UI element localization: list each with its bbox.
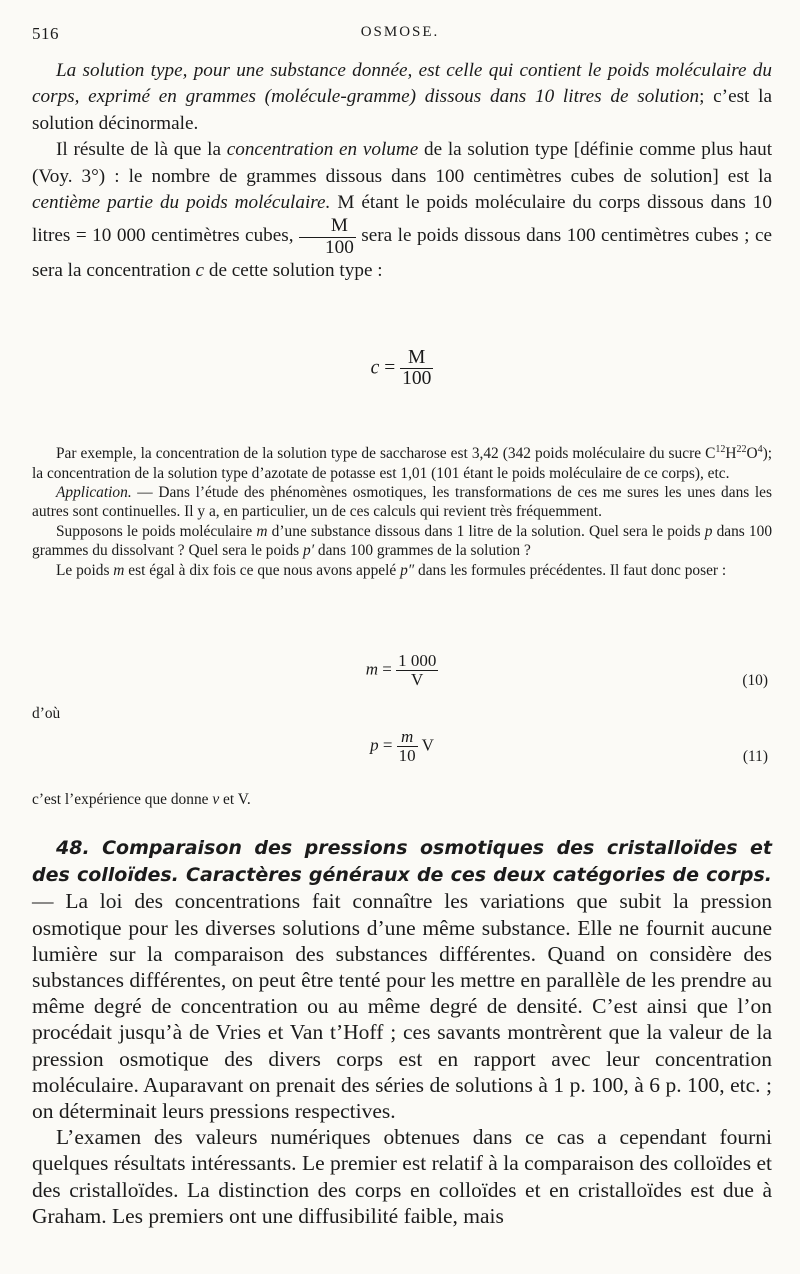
section-48 <box>32 834 772 1229</box>
equation-number-11: (11) <box>742 748 768 765</box>
example-paragraph: Par exemple, la concentration de la solution type de saccharose est 3,42 (342 poids moléculaire du sucre $C^{12}H^{22}O^4$); la concentration de la solution type d’azotate de potasse est 1,01 (101 étant le poids moléculaire de ce corps), etc. <box>32 444 772 482</box>
intro-section <box>32 58 772 284</box>
concentration-paragraph: Il résulte de là que la concentration en volume de la solution type [définie comme plus haut (Voy. 3°) : le nombre de grammes dissous dans 100 centimètres cubes de solution] est la centième partie du poids moléculaire. M étant le poids moléculaire du corps dissous dans 10 litres = 10 000 centimètres cubes, $\frac{M}{100}$ sera le poids dissous dans 100 centimètres cubes ; ce sera la concentration c de cette solution type : <box>32 139 773 281</box>
application-label: Application. <box>56 483 132 501</box>
page-number: 516 <box>32 24 59 43</box>
running-title: OSMOSE. <box>360 24 440 40</box>
inline-fraction-m-100: $\frac{M}{100}$ <box>299 216 356 257</box>
application-paragraph: Application. — Dans l’étude des phénomènes osmotiques, les transformations de ces me sures les unes dans les autres sont continuelles. Il y a, en particulier, un de ces calculs qui revient très fréquemment. <box>32 483 772 521</box>
section-48-paragraph: 48. Comparaison des pressions osmotiques des cristalloïdes et des colloïdes. Caractères généraux de ces deux catégories de corps. — La loi des concentrations fait connaître les variations que subit la pression osmotique pour les diverses solutions d’une même substance. Elle ne fournit aucune lumière sur la comparaison des substances différentes. Quand on considère des substances différentes, on peut être tenté pour les mettre en parallèle de les prendre au même degré de concentration ou au même degré de densité. C’est ainsi que l’on procédait jusqu’à de Vries et Van t’Hoff ; ces savants montrèrent que la valeur de la pression osmotique des divers corps est en rapport avec leur concentration moléculaire. Auparavant on prenait des séries de solutions à 1 p. 100, à 6 p. 100, etc. ; on déterminait leurs pressions respectives. <box>32 837 772 1124</box>
equation-10: m = $\frac{1 000}{V}$ (10) <box>365 651 768 689</box>
poids-paragraph: Le poids m est égal à dix fois ce que nous avons appelé p″ dans les formules précédentes. Il faut donc poser : <box>56 561 727 579</box>
fraction-m-100: $\frac{M}{100}$ <box>402 347 432 390</box>
page-header <box>32 24 768 48</box>
fraction-1000-v: $\frac{1 000}{V}$ <box>398 651 437 689</box>
definition-italic: La solution type, pour une substance donnée, est celle qui contient le poids moléculaire du corps, exprimé en grammes (molécule-gramme) dissous dans 10 litres de solution <box>32 60 772 108</box>
dou-text: d’où <box>32 705 61 722</box>
equation-number-10: (10) <box>742 672 768 689</box>
definition-paragraph: La solution type, pour une substance donnée, est celle qui contient le poids moléculaire du corps, exprimé en grammes (molécule-gramme) dissous dans 10 litres de solution; c’est la solution décinormale. <box>32 60 772 134</box>
formula-c: c = $\frac{M}{100}$ <box>370 347 432 390</box>
section-48-paragraph-2: L’examen des valeurs numériques obtenues dans ce cas a cependant fourni quelques résultats intéressants. Le premier est relatif à la comparaison des colloïdes et des cristalloïdes. La distinction des corps en colloïdes et en cristalloïdes est due à Graham. Les premiers ont une diffusibilité faible, mais <box>32 1125 772 1228</box>
fraction-m-10: $\frac{m}{10}$ <box>398 727 416 765</box>
section-48-heading: 48. Comparaison des pressions osmotiques des cristalloïdes et des colloïdes. Caractères généraux de ces deux catégories de corps. <box>32 837 772 887</box>
experience-line: c’est l’expérience que donne v et V. <box>32 791 251 808</box>
suppose-paragraph: Supposons le poids moléculaire m d’une substance dissous dans 1 litre de la solution. Quel sera le poids p dans 100 grammes du dissolvant ? Quel sera le poids p′ dans 100 grammes de la solution ? <box>32 522 773 560</box>
equation-11: p = $\frac{m}{10}$ V (11) <box>370 727 768 765</box>
example-block <box>32 440 772 580</box>
